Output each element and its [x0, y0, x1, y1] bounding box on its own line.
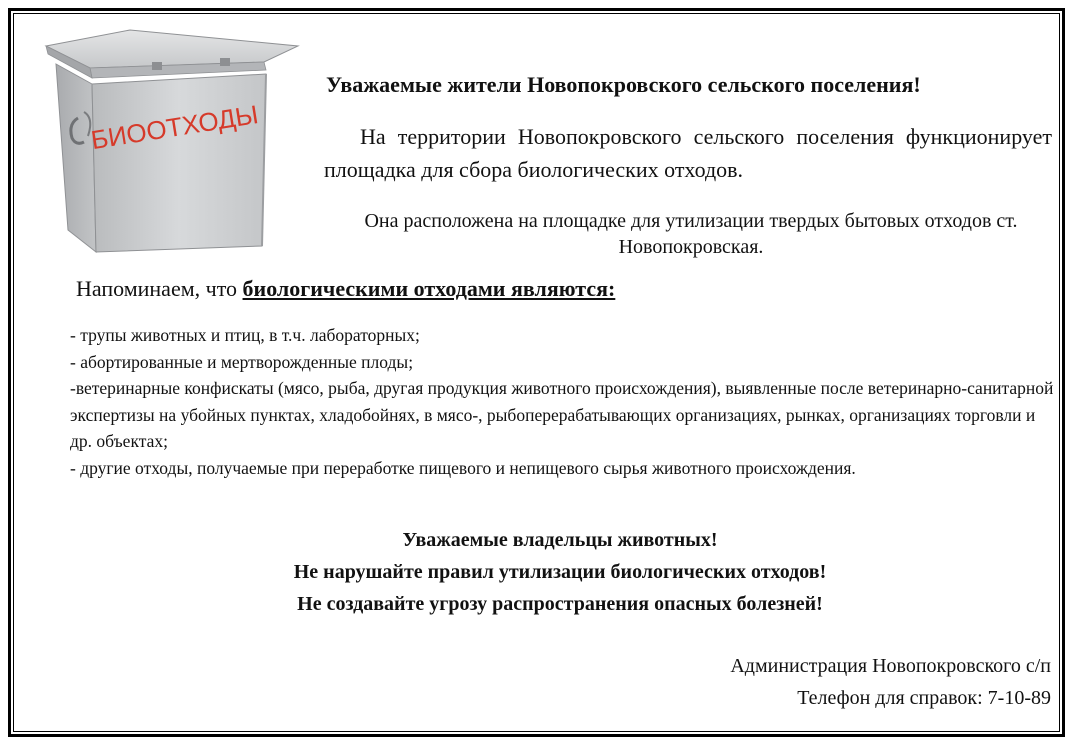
list-item: - трупы животных и птиц, в т.ч. лабораторных;	[70, 325, 420, 345]
appeal-line: Не создавайте угрозу распространения опасных болезней!	[297, 593, 823, 615]
location-paragraph: Она расположена на площадке для утилизации твердых бытовых отходов ст. Новопокровская.	[364, 210, 1018, 258]
appeal-line: Не нарушайте правил утилизации биологических отходов!	[293, 561, 827, 583]
container-label: БИООТХОДЫ	[88, 99, 261, 156]
headline: Уважаемые жители Новопокровского сельского поселения!	[326, 72, 921, 97]
biowaste-list	[70, 322, 1060, 481]
list-item: - абортированные и мертворожденные плоды;	[70, 351, 414, 372]
intro-paragraph: На территории Новопокровского сельского поселения функционирует площадка для сбора биологических отходов.	[324, 124, 1052, 182]
appeal-line: Уважаемые владельцы животных!	[402, 529, 718, 551]
list-item: -ветеринарные конфискаты (мясо, рыба, другая продукция животного происхождения), выявленные после ветеринарно-санитарной экспертизы на убойных пунктах, хладобойнях, в мясо-, рыбоперерабатывающих организациях, рынках, организациях торговли и др. объектах;	[70, 378, 1054, 451]
list-item: - другие отходы, получаемые при переработке пищевого и непищевого сырья животного происхождения.	[70, 457, 856, 478]
appeal-block	[40, 524, 1073, 620]
signature-org: Администрация Новопокровского с/п	[730, 655, 1051, 677]
reminder-line	[76, 276, 615, 302]
reminder-emphasis: биологическими отходами являются:	[242, 276, 616, 301]
reminder-prefix: Напоминаем, что	[76, 276, 243, 301]
biowaste-container-image	[44, 24, 302, 260]
signature-block	[730, 650, 1051, 714]
signature-phone: Телефон для справок: 7-10-89	[797, 687, 1051, 709]
